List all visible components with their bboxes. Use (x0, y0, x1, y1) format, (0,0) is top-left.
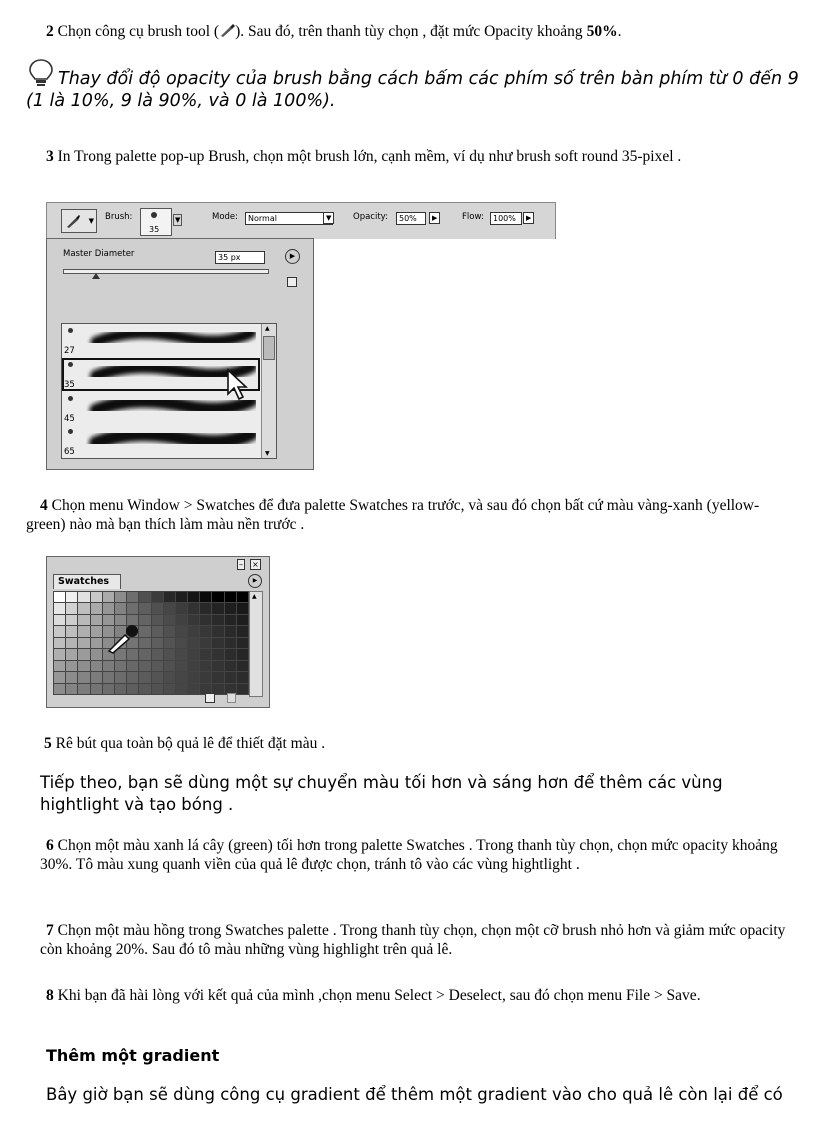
step-5-paragraph: 5 Rê bút qua toàn bộ quả lê để thiết đặt màu . (44, 735, 326, 752)
swatch-cell[interactable] (200, 661, 211, 671)
swatch-cell[interactable] (212, 672, 223, 682)
swatch-grid[interactable] (53, 591, 249, 695)
section-heading: Thêm một gradient (46, 1046, 220, 1065)
swatch-cell[interactable] (91, 672, 102, 682)
swatch-cell[interactable] (237, 672, 248, 682)
flow-label: Flow: (462, 212, 484, 222)
swatch-cell[interactable] (152, 661, 163, 671)
swatch-cell[interactable] (200, 615, 211, 625)
swatch-cell[interactable] (91, 684, 102, 694)
swatch-cell[interactable] (225, 592, 236, 602)
brush-stroke-preview (86, 324, 256, 357)
brush-tool-icon (219, 24, 235, 38)
swatch-cell[interactable] (164, 672, 175, 682)
swatch-cell[interactable] (212, 649, 223, 659)
swatch-cell[interactable] (54, 684, 65, 694)
brush-options-screenshot (46, 202, 556, 468)
swatch-cell[interactable] (54, 672, 65, 682)
swatch-cell[interactable] (188, 649, 199, 659)
swatch-cell[interactable] (152, 603, 163, 613)
swatch-cell[interactable] (78, 615, 89, 625)
chevron-down-icon: ▼ (88, 217, 94, 225)
brush-label: Brush: (105, 212, 133, 222)
swatch-cell[interactable] (188, 672, 199, 682)
flow-slider-arrow[interactable]: ▶ (523, 212, 534, 224)
step-6-paragraph: 6 Chọn một màu xanh lá cây (green) tối hơn trong palette Swatches . Trong thanh tùy chọn, chọn mức opacity khoảng 30%. Tô màu xung quanh viền của quả lê được chọn, tránh tô vào các vùng hightlight . (40, 837, 778, 873)
swatch-cell[interactable] (188, 684, 199, 694)
swatch-cell[interactable] (237, 615, 248, 625)
swatch-cell[interactable] (188, 626, 199, 636)
swatch-cell[interactable] (188, 592, 199, 602)
swatch-cell[interactable] (237, 638, 248, 648)
swatch-cell[interactable] (200, 592, 211, 602)
tool-preset-button[interactable] (61, 209, 97, 233)
swatch-cell[interactable] (152, 615, 163, 625)
swatch-cell[interactable] (212, 638, 223, 648)
swatch-cell[interactable] (127, 684, 138, 694)
swatch-cell[interactable] (66, 684, 77, 694)
swatch-cell[interactable] (78, 603, 89, 613)
swatch-cell[interactable] (91, 661, 102, 671)
swatch-cell[interactable] (176, 615, 187, 625)
swatch-cell[interactable] (212, 615, 223, 625)
swatch-cell[interactable] (212, 603, 223, 613)
brush-stroke-preview (86, 425, 256, 458)
tab-swatches[interactable]: Swatches (53, 574, 121, 589)
swatch-cell[interactable] (176, 592, 187, 602)
swatch-cell[interactable] (237, 661, 248, 671)
flow-input[interactable]: 100% (490, 212, 522, 225)
step-8-paragraph: 8 Khi bạn đã hài lòng với kết quả của mình ,chọn menu Select > Deselect, sau đó chọn menu File > Save. (46, 987, 701, 1004)
swatch-cell[interactable] (164, 661, 175, 671)
swatch-cell[interactable] (115, 672, 126, 682)
swatch-cell[interactable] (152, 684, 163, 694)
list-item[interactable]: 65 (62, 425, 260, 458)
brush-dropdown-arrow[interactable]: ▼ (175, 216, 181, 224)
swatch-cell[interactable] (103, 684, 114, 694)
swatch-cell[interactable] (127, 661, 138, 671)
intro-paragraph: Tiếp theo, bạn sẽ dùng một sự chuyển màu tối hơn và sáng hơn để thêm các vùng hightlight và tạo bóng . (40, 773, 723, 814)
swatch-cell[interactable] (127, 603, 138, 613)
swatches-scrollbar[interactable] (249, 591, 263, 697)
swatch-cell[interactable] (139, 672, 150, 682)
swatch-cell[interactable] (200, 649, 211, 659)
scroll-thumb[interactable] (263, 336, 275, 360)
brush-list (61, 323, 277, 459)
swatch-cell[interactable] (66, 638, 77, 648)
swatch-cell[interactable] (66, 672, 77, 682)
swatch-cell[interactable] (103, 672, 114, 682)
swatch-cell[interactable] (152, 638, 163, 648)
swatch-cell[interactable] (152, 672, 163, 682)
swatch-cell[interactable] (200, 603, 211, 613)
swatch-cell[interactable] (237, 592, 248, 602)
swatch-cell[interactable] (164, 592, 175, 602)
brush-picker[interactable] (140, 208, 172, 236)
scroll-down-arrow[interactable]: ▼ (265, 450, 270, 457)
diameter-slider[interactable] (63, 269, 269, 274)
new-swatch-icon[interactable] (205, 693, 215, 703)
swatch-cell[interactable] (78, 649, 89, 659)
swatch-cell[interactable] (66, 649, 77, 659)
swatch-cell[interactable] (164, 649, 175, 659)
swatch-cell[interactable] (54, 638, 65, 648)
step-3-paragraph: 3 In Trong palette pop-up Brush, chọn một brush lớn, cạnh mềm, ví dụ như brush soft round 35-pixel . (46, 148, 682, 165)
trash-icon[interactable] (227, 693, 236, 703)
swatch-cell[interactable] (200, 626, 211, 636)
swatch-cell[interactable] (115, 661, 126, 671)
mode-dropdown-arrow[interactable]: ▼ (323, 212, 334, 224)
swatch-cell[interactable] (91, 626, 102, 636)
slider-thumb[interactable] (92, 273, 100, 279)
swatch-cell[interactable] (54, 649, 65, 659)
brush-tip-icon (68, 328, 73, 333)
swatch-cell[interactable] (54, 603, 65, 613)
swatch-cell[interactable] (66, 626, 77, 636)
swatch-cell[interactable] (91, 592, 102, 602)
palette-menu-icon[interactable]: ▶ (285, 249, 300, 264)
brush-tip-icon (68, 396, 73, 401)
list-item-selected[interactable]: 35 (62, 358, 260, 391)
master-diameter-label: Master Diameter (63, 249, 135, 259)
eyedropper-icon (105, 619, 145, 655)
swatch-cell[interactable] (164, 684, 175, 694)
swatch-cell[interactable] (54, 626, 65, 636)
lightbulb-icon (26, 58, 56, 88)
swatch-cell[interactable] (78, 661, 89, 671)
minimize-icon[interactable]: – (239, 560, 243, 569)
swatch-cell[interactable] (212, 661, 223, 671)
swatch-cell[interactable] (225, 649, 236, 659)
swatch-cell[interactable] (54, 661, 65, 671)
swatch-cell[interactable] (91, 615, 102, 625)
master-diameter-input[interactable]: 35 px (215, 251, 265, 264)
swatch-cell[interactable] (212, 592, 223, 602)
swatch-cell[interactable] (164, 626, 175, 636)
swatch-cell[interactable] (225, 661, 236, 671)
swatch-cell[interactable] (78, 672, 89, 682)
swatch-cell[interactable] (66, 603, 77, 613)
swatch-cell[interactable] (164, 615, 175, 625)
swatches-palette-screenshot (46, 556, 270, 708)
swatch-cell[interactable] (164, 603, 175, 613)
swatch-cell[interactable] (237, 626, 248, 636)
swatch-cell[interactable] (237, 649, 248, 659)
brush-tool-icon (65, 213, 81, 232)
swatch-cell[interactable] (139, 603, 150, 613)
swatch-cell[interactable] (237, 603, 248, 613)
swatch-cell[interactable] (152, 649, 163, 659)
swatch-cell[interactable] (176, 626, 187, 636)
brush-list-scrollbar[interactable] (261, 324, 276, 458)
swatch-cell[interactable] (225, 672, 236, 682)
swatch-cell[interactable] (188, 615, 199, 625)
swatch-cell[interactable] (78, 638, 89, 648)
swatch-cell[interactable] (237, 684, 248, 694)
scroll-up-arrow[interactable]: ▲ (252, 593, 257, 600)
brush-tip-icon (151, 212, 157, 218)
swatch-cell[interactable] (115, 592, 126, 602)
swatch-cell[interactable] (115, 603, 126, 613)
swatch-cell[interactable] (225, 626, 236, 636)
swatch-cell[interactable] (200, 672, 211, 682)
close-icon[interactable]: × (252, 560, 259, 569)
mode-select[interactable]: Normal (245, 212, 333, 225)
tip-note: Thay đổi độ opacity của brush bằng cách bấm các phím số trên bàn phím từ 0 đến 9 (1 là 10%, 9 là 90%, và 0 là 100%). (26, 58, 806, 112)
list-item[interactable]: 27 (62, 324, 260, 357)
swatch-cell[interactable] (103, 661, 114, 671)
swatch-cell[interactable] (127, 672, 138, 682)
scroll-up-arrow[interactable]: ▲ (265, 325, 270, 332)
swatch-cell[interactable] (225, 603, 236, 613)
swatch-cell[interactable] (54, 592, 65, 602)
swatch-cell[interactable] (139, 592, 150, 602)
swatch-cell[interactable] (66, 615, 77, 625)
swatch-cell[interactable] (91, 603, 102, 613)
opacity-label: Opacity: (353, 212, 388, 222)
swatch-cell[interactable] (225, 638, 236, 648)
swatch-cell[interactable] (115, 684, 126, 694)
palette-menu-icon[interactable]: ▶ (248, 574, 262, 588)
swatch-cell[interactable] (225, 615, 236, 625)
brush-popup-palette (46, 238, 314, 470)
swatch-cell[interactable] (66, 661, 77, 671)
swatch-cell[interactable] (139, 684, 150, 694)
options-bar (46, 202, 556, 239)
swatch-cell[interactable] (91, 649, 102, 659)
swatch-cell[interactable] (212, 626, 223, 636)
cursor-arrow-icon (226, 368, 250, 402)
list-item[interactable]: 45 (62, 392, 260, 425)
section-paragraph: Bây giờ bạn sẽ dùng công cụ gradient để thêm một gradient vào cho quả lê còn lại để có (46, 1085, 783, 1104)
swatch-cell[interactable] (103, 603, 114, 613)
swatch-cell[interactable] (176, 603, 187, 613)
swatch-cell[interactable] (188, 661, 199, 671)
swatch-cell[interactable] (176, 661, 187, 671)
swatch-cell[interactable] (164, 638, 175, 648)
new-preset-icon[interactable] (287, 277, 297, 287)
swatch-cell[interactable] (91, 638, 102, 648)
swatch-cell[interactable] (152, 626, 163, 636)
swatch-cell[interactable] (66, 592, 77, 602)
swatch-cell[interactable] (188, 638, 199, 648)
swatch-cell[interactable] (127, 592, 138, 602)
brush-size-value: 35 (149, 225, 160, 234)
swatch-cell[interactable] (176, 649, 187, 659)
brush-tip-icon (68, 429, 73, 434)
swatch-cell[interactable] (78, 626, 89, 636)
swatch-cell[interactable] (176, 638, 187, 648)
brush-tip-icon (68, 362, 73, 367)
swatch-cell[interactable] (152, 592, 163, 602)
swatch-cell[interactable] (188, 603, 199, 613)
swatch-cell[interactable] (103, 592, 114, 602)
swatch-cell[interactable] (200, 638, 211, 648)
swatch-cell[interactable] (139, 661, 150, 671)
swatch-cell[interactable] (54, 615, 65, 625)
step-2-paragraph: 2 Chọn công cụ brush tool ( ). Sau đó, trên thanh tùy chọn , đặt mức Opacity khoảng 50%. (46, 23, 622, 40)
mode-label: Mode: (212, 212, 239, 222)
swatch-cell[interactable] (176, 684, 187, 694)
step-4-paragraph: 4 Chọn menu Window > Swatches để đưa palette Swatches ra trước, và sau đó chọn bất cứ màu vàng-xanh (yellow-green) nào mà bạn thích làm màu nền trước . (26, 497, 760, 533)
swatch-cell[interactable] (176, 672, 187, 682)
step-7-paragraph: 7 Chọn một màu hồng trong Swatches palette . Trong thanh tùy chọn, chọn một cỡ brush nhỏ hơn và giảm mức opacity còn khoảng 20%. Sau đó tô màu những vùng highlight trên quả lê. (40, 922, 786, 958)
step-number: 2 (46, 23, 54, 40)
swatch-cell[interactable] (78, 684, 89, 694)
opacity-slider-arrow[interactable]: ▶ (429, 212, 440, 224)
swatch-cell[interactable] (78, 592, 89, 602)
opacity-input[interactable]: 50% (396, 212, 426, 225)
